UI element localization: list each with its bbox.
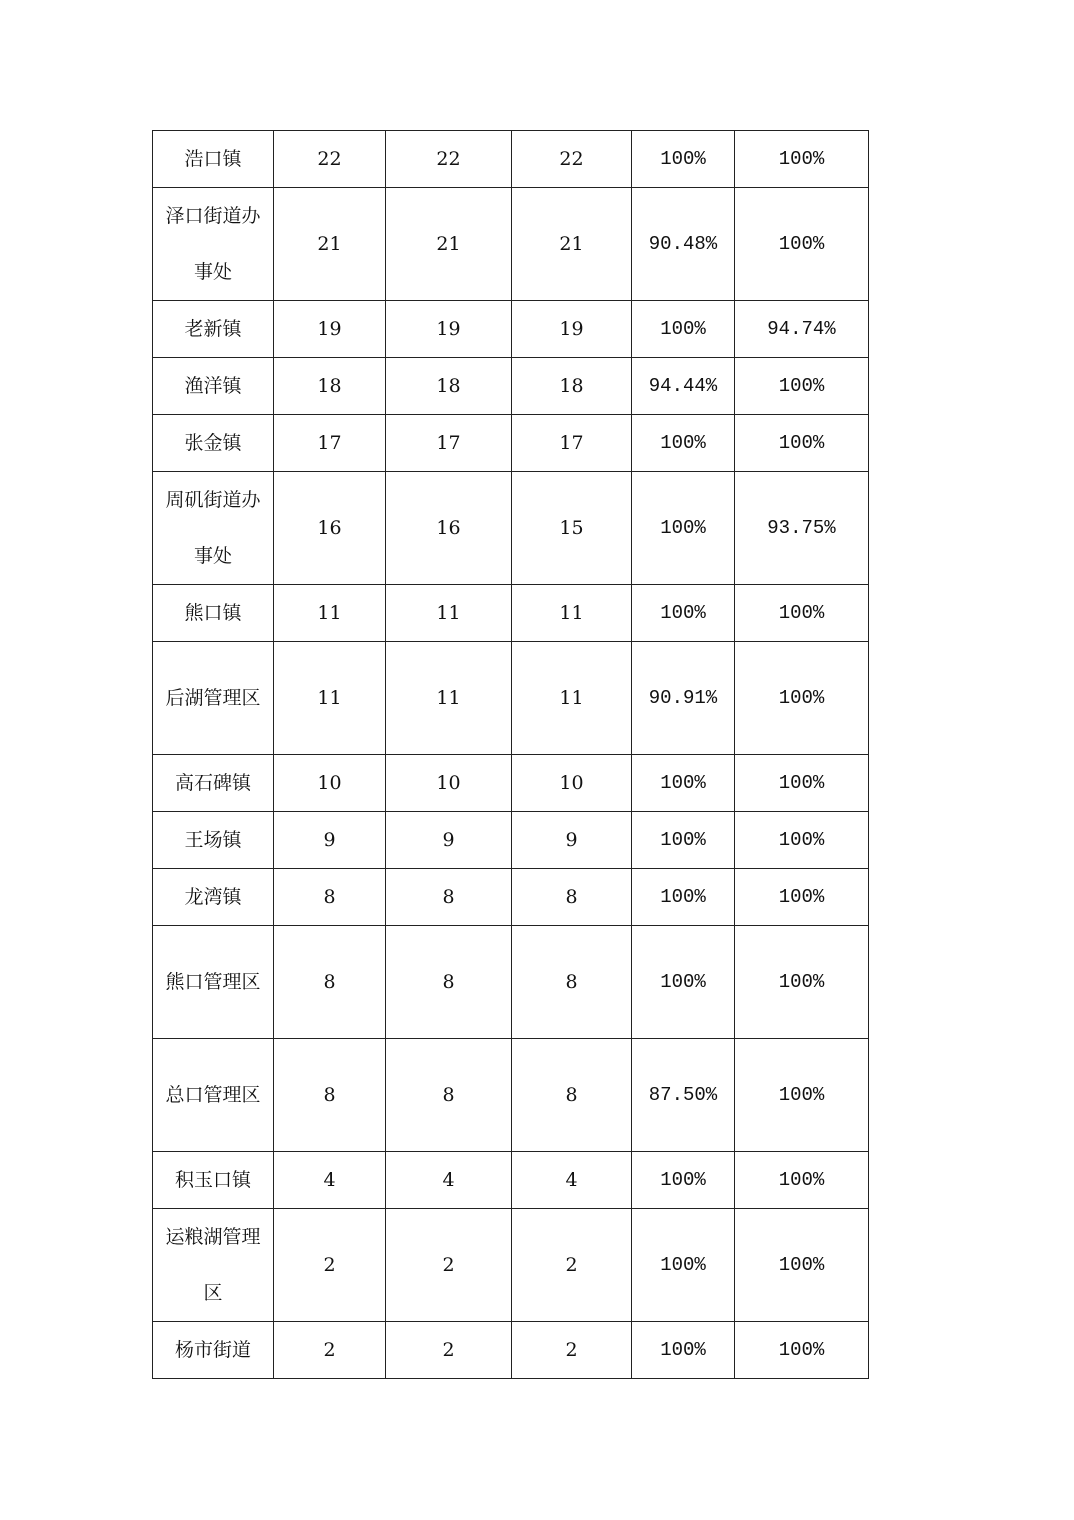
rate-cell-1: 100% — [632, 1209, 735, 1322]
row-name-cell: 老新镇 — [153, 301, 274, 358]
rate-cell-2: 100% — [735, 585, 869, 642]
rate-cell-2: 100% — [735, 812, 869, 869]
count-cell-2: 18 — [386, 358, 512, 415]
count-cell-1: 11 — [274, 642, 386, 755]
count-cell-1: 19 — [274, 301, 386, 358]
row-name-cell: 总口管理区 — [153, 1039, 274, 1152]
table-row — [153, 415, 869, 472]
count-cell-1: 8 — [274, 1039, 386, 1152]
table-row — [153, 1209, 869, 1322]
count-cell-2: 8 — [386, 1039, 512, 1152]
table-row — [153, 926, 869, 1039]
count-cell-2: 8 — [386, 869, 512, 926]
table-row — [153, 1322, 869, 1379]
rate-cell-1: 100% — [632, 472, 735, 585]
count-cell-1: 2 — [274, 1322, 386, 1379]
count-cell-2: 2 — [386, 1322, 512, 1379]
count-cell-1: 10 — [274, 755, 386, 812]
count-cell-2: 17 — [386, 415, 512, 472]
rate-cell-2: 100% — [735, 926, 869, 1039]
count-cell-3: 11 — [512, 585, 632, 642]
rate-cell-1: 94.44% — [632, 358, 735, 415]
rate-cell-1: 100% — [632, 1322, 735, 1379]
count-cell-3: 22 — [512, 131, 632, 188]
row-name-cell: 高石碑镇 — [153, 755, 274, 812]
count-cell-1: 4 — [274, 1152, 386, 1209]
rate-cell-2: 100% — [735, 415, 869, 472]
count-cell-3: 8 — [512, 869, 632, 926]
rate-cell-2: 100% — [735, 1039, 869, 1152]
count-cell-2: 11 — [386, 642, 512, 755]
count-cell-3: 18 — [512, 358, 632, 415]
rate-cell-1: 100% — [632, 131, 735, 188]
row-name-cell: 泽口街道办事处 — [153, 188, 274, 301]
table-row — [153, 755, 869, 812]
table-row — [153, 188, 869, 301]
table-row — [153, 585, 869, 642]
table-row — [153, 1039, 869, 1152]
rate-cell-1: 100% — [632, 585, 735, 642]
row-name-cell: 后湖管理区 — [153, 642, 274, 755]
rate-cell-1: 100% — [632, 755, 735, 812]
rate-cell-2: 100% — [735, 1152, 869, 1209]
rate-cell-1: 100% — [632, 926, 735, 1039]
count-cell-2: 9 — [386, 812, 512, 869]
count-cell-2: 16 — [386, 472, 512, 585]
rate-cell-1: 100% — [632, 1152, 735, 1209]
table-body — [153, 131, 869, 1379]
rate-cell-1: 100% — [632, 415, 735, 472]
count-cell-3: 17 — [512, 415, 632, 472]
row-name-cell: 龙湾镇 — [153, 869, 274, 926]
count-cell-1: 22 — [274, 131, 386, 188]
table-row — [153, 472, 869, 585]
count-cell-2: 22 — [386, 131, 512, 188]
table-row — [153, 1152, 869, 1209]
count-cell-2: 2 — [386, 1209, 512, 1322]
row-name-cell: 张金镇 — [153, 415, 274, 472]
row-name-cell: 渔洋镇 — [153, 358, 274, 415]
count-cell-3: 8 — [512, 1039, 632, 1152]
count-cell-3: 4 — [512, 1152, 632, 1209]
count-cell-1: 17 — [274, 415, 386, 472]
count-cell-3: 9 — [512, 812, 632, 869]
table-row — [153, 869, 869, 926]
count-cell-3: 2 — [512, 1322, 632, 1379]
row-name-cell: 杨市街道 — [153, 1322, 274, 1379]
data-table — [152, 130, 869, 1379]
rate-cell-2: 100% — [735, 1209, 869, 1322]
row-name-cell: 周矶街道办事处 — [153, 472, 274, 585]
table-row — [153, 301, 869, 358]
count-cell-2: 8 — [386, 926, 512, 1039]
rate-cell-2: 94.74% — [735, 301, 869, 358]
rate-cell-1: 100% — [632, 812, 735, 869]
row-name-cell: 浩口镇 — [153, 131, 274, 188]
row-name-cell: 运粮湖管理区 — [153, 1209, 274, 1322]
count-cell-2: 10 — [386, 755, 512, 812]
rate-cell-1: 100% — [632, 869, 735, 926]
count-cell-2: 4 — [386, 1152, 512, 1209]
count-cell-3: 19 — [512, 301, 632, 358]
count-cell-1: 9 — [274, 812, 386, 869]
count-cell-3: 2 — [512, 1209, 632, 1322]
rate-cell-2: 100% — [735, 188, 869, 301]
rate-cell-2: 100% — [735, 131, 869, 188]
row-name-cell: 积玉口镇 — [153, 1152, 274, 1209]
count-cell-1: 11 — [274, 585, 386, 642]
count-cell-3: 15 — [512, 472, 632, 585]
rate-cell-1: 100% — [632, 301, 735, 358]
count-cell-3: 8 — [512, 926, 632, 1039]
count-cell-2: 11 — [386, 585, 512, 642]
row-name-cell: 王场镇 — [153, 812, 274, 869]
rate-cell-2: 100% — [735, 642, 869, 755]
count-cell-1: 8 — [274, 926, 386, 1039]
count-cell-1: 2 — [274, 1209, 386, 1322]
table-row — [153, 812, 869, 869]
rate-cell-2: 100% — [735, 869, 869, 926]
count-cell-1: 16 — [274, 472, 386, 585]
rate-cell-2: 100% — [735, 1322, 869, 1379]
count-cell-2: 21 — [386, 188, 512, 301]
count-cell-1: 18 — [274, 358, 386, 415]
rate-cell-2: 100% — [735, 358, 869, 415]
row-name-cell: 熊口镇 — [153, 585, 274, 642]
rate-cell-1: 87.50% — [632, 1039, 735, 1152]
count-cell-1: 21 — [274, 188, 386, 301]
count-cell-2: 19 — [386, 301, 512, 358]
count-cell-3: 21 — [512, 188, 632, 301]
rate-cell-2: 100% — [735, 755, 869, 812]
rate-cell-1: 90.48% — [632, 188, 735, 301]
table-row — [153, 131, 869, 188]
count-cell-3: 10 — [512, 755, 632, 812]
rate-cell-2: 93.75% — [735, 472, 869, 585]
count-cell-1: 8 — [274, 869, 386, 926]
row-name-cell: 熊口管理区 — [153, 926, 274, 1039]
rate-cell-1: 90.91% — [632, 642, 735, 755]
table-row — [153, 642, 869, 755]
table-row — [153, 358, 869, 415]
count-cell-3: 11 — [512, 642, 632, 755]
